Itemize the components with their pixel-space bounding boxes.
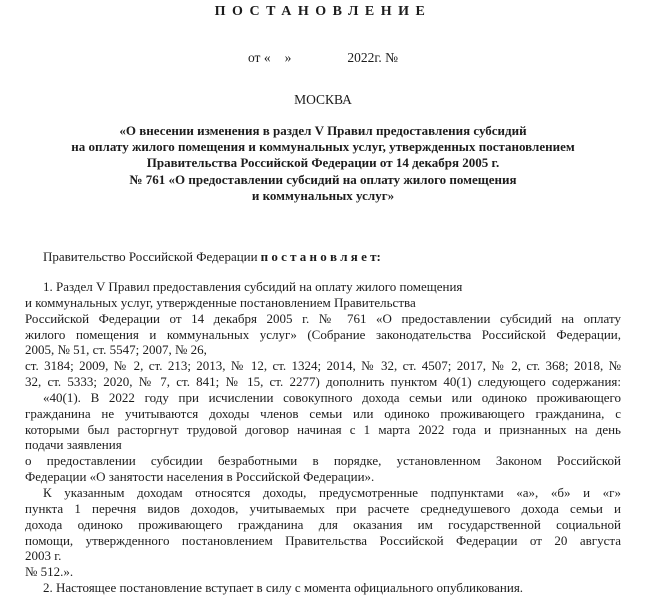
- body-line: 2005, № 51, ст. 5547; 2007, № 26,: [25, 342, 207, 358]
- document-heading: ПОСТАНОВЛЕНИЕ: [214, 4, 432, 19]
- body-line: ст. 3184; 2009, № 2, ст. 213; 2013, № 12, ст. 1324; 2014, № 32, ст. 4507; 2017, № 2, ст. 368; 2018, №: [25, 358, 621, 374]
- body-line: жилого помещения и коммунальных услуг» (Собрание законодательства Российской Федерации,: [25, 326, 621, 342]
- body-line: о предоставлении субсидии безработными в порядке, установленном Законом Российской: [25, 453, 621, 469]
- subject-line: № 761 «О предоставлении субсидий на оплату жилого помещения: [129, 171, 517, 187]
- body-line: 2003 г.: [25, 548, 62, 564]
- body-line: и коммунальных услуг, утвержденные постановлением Правительства: [25, 294, 416, 310]
- body-block: [25, 279, 621, 596]
- body-line: которыми был расторгнут трудовой договор начиная с 1 марта 2022 года и признанных на день: [25, 421, 621, 437]
- body-line: «40(1). В 2022 году при исчислении совокупного дохода семьи или одиноко проживающего: [43, 389, 621, 405]
- subject-block: [25, 123, 621, 204]
- subject-line: «О внесении изменения в раздел V Правил предоставления субсидий: [119, 123, 527, 138]
- preamble-decree-verb: п о с т а н о в л я е т:: [260, 249, 381, 265]
- body-line: 2. Настоящее постановление вступает в силу с момента официального опубликования.: [43, 580, 524, 596]
- body-line: помощи, утвержденного постановлением Правительства Российской Федерации от 20 августа: [25, 532, 621, 548]
- date-line: [25, 50, 621, 65]
- body-line: 1. Раздел V Правил предоставления субсидий на оплату жилого помещения: [43, 279, 463, 295]
- body-line: подачи заявления: [25, 437, 122, 453]
- body-line: пункта 1 перечня видов доходов, учитываемых при расчете среднедушевого дохода семьи и: [25, 500, 621, 516]
- body-line: дохода одиноко проживающего гражданина для оказания им государственной социальной: [25, 516, 621, 532]
- subject-line: на оплату жилого помещения и коммунальных услуг, утвержденных постановлением: [71, 139, 575, 155]
- preamble-lead: Правительство Российской Федерации: [43, 249, 258, 265]
- date-prefix: от «: [247, 50, 271, 65]
- preamble: [25, 249, 621, 265]
- body-line: К указанным доходам относятся доходы, предусмотренные подпунктами «а», «б» и «г»: [43, 484, 621, 500]
- city-line: МОСКВА: [294, 92, 352, 107]
- subject-line: и коммунальных услуг»: [251, 187, 395, 203]
- body-line: Федерации «О занятости населения в Российской Федерации».: [25, 469, 375, 485]
- body-line: Российской Федерации от 14 декабря 2005 г. № 761 «О предоставлении субсидий на оплату: [25, 310, 621, 326]
- body-line: № 512.».: [25, 564, 74, 580]
- body-line: 32, ст. 5333; 2020, № 7, ст. 841; № 15, ст. 2277) дополнить пунктом 40(1) следующего содержания:: [25, 374, 621, 390]
- subject-line: Правительства Российской Федерации от 14 декабря 2005 г.: [146, 155, 500, 171]
- body-line: гражданина не учитываются доходы членов семьи или одиноко проживающего гражданина, с: [25, 405, 621, 421]
- date-suffix: 2022г. №: [347, 50, 398, 65]
- date-close-quote: »: [284, 50, 292, 65]
